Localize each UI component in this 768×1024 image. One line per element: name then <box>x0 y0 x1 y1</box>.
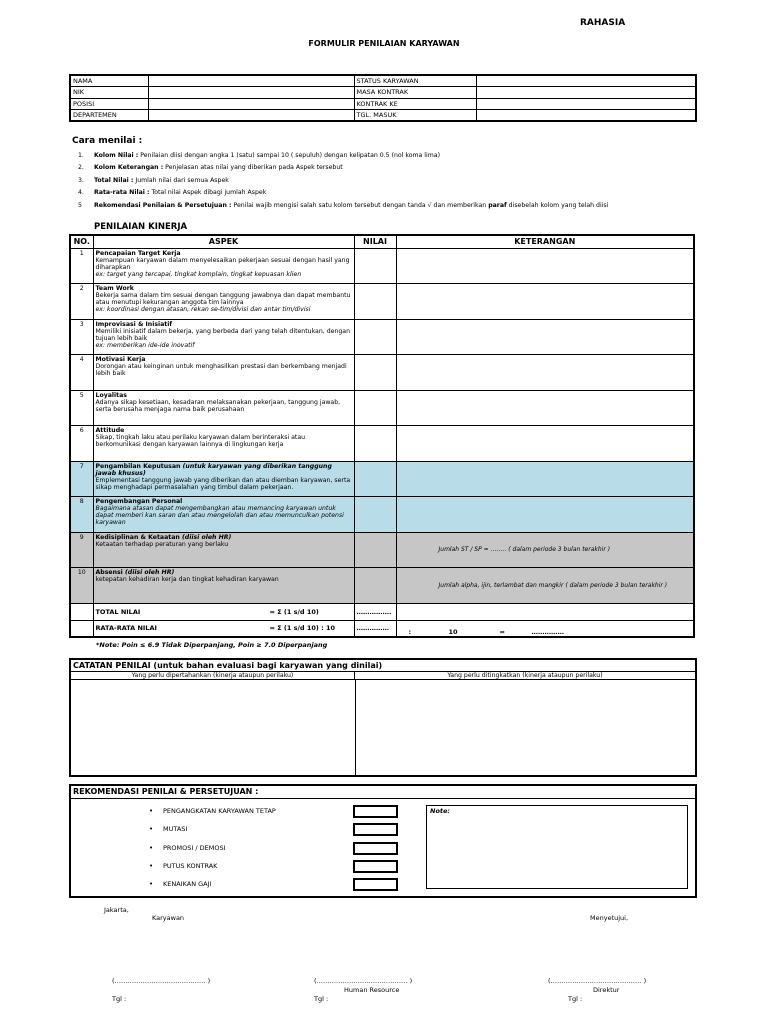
step-bold: paraf <box>488 201 507 209</box>
bullet-icon: • <box>149 807 154 815</box>
sig-place: Jakarta, <box>104 906 129 914</box>
instruction-step <box>78 187 608 200</box>
rekomendasi-option <box>149 862 217 870</box>
info-label: DEPARTEMEN <box>70 110 148 122</box>
average-result[interactable]: …………… <box>531 628 564 637</box>
aspect-cell <box>93 568 354 604</box>
info-row <box>70 110 696 122</box>
aspect-desc: Ketaatan terhadap peraturan yang berlaku <box>95 540 229 548</box>
rekomendasi-checkbox[interactable] <box>353 860 398 873</box>
instruction-step <box>78 199 608 212</box>
aspect-example: ex: memberikan ide-ide inovatif <box>95 341 195 349</box>
aspect-cell <box>93 284 354 320</box>
aspect-no: 2 <box>70 284 93 320</box>
aspect-row <box>70 461 694 497</box>
aspect-title: Improvisasi & Inisiatif <box>95 320 173 328</box>
aspect-desc: Memiliki inisiatif dalam bekerja, yang berbeda dari yang telah ditentukan, dengan tujuan lebih baik <box>95 327 350 342</box>
rekomendasi-checkbox[interactable] <box>353 842 398 855</box>
average-row <box>70 620 694 637</box>
step-text: Total nilai Aspek dibagi jumlah Aspek <box>149 189 267 197</box>
step-number: 1. <box>78 151 84 159</box>
sig-line-hr[interactable]: (…………………………………… ) <box>314 977 413 985</box>
nilai-input[interactable] <box>354 461 396 497</box>
instructions-list <box>78 149 608 212</box>
aspect-desc: Dorongan atau keinginan untuk menghasilkan prestasi dan berkembang menjadi lebih baik <box>95 363 347 377</box>
keterangan-input[interactable] <box>396 426 694 462</box>
average-formula: = Σ (1 s/d 10) : 10 <box>269 624 336 633</box>
header-aspek: ASPEK <box>93 235 354 248</box>
aspect-desc: Emplementasi tanggung jawab yang diberikan dan atau diemban karyawan, serta sikap menghadapi permasalahan yang timbul dalam pekerjaan. <box>95 476 351 491</box>
sig-karyawan: Karyawan <box>152 914 185 922</box>
aspect-no: 5 <box>70 390 93 426</box>
step-term: Rata-rata Nilai : <box>94 189 150 197</box>
rekomendasi-option <box>149 844 226 852</box>
aspect-example: ex: target yang tercapai, tingkat komplain, tingkat kepuasan klien <box>95 270 302 278</box>
rekomendasi-option <box>149 825 187 833</box>
info-label: TGL. MASUK <box>354 110 476 122</box>
total-row <box>70 603 694 620</box>
aspect-row <box>70 426 694 462</box>
aspect-row <box>70 497 694 533</box>
aspect-cell <box>93 355 354 391</box>
rekomendasi-label: PUTUS KONTRAK <box>163 862 218 870</box>
nilai-input[interactable] <box>354 532 396 568</box>
kinerja-table <box>69 234 695 638</box>
aspect-no: 4 <box>70 355 93 391</box>
aspect-title: Absensi (diisi oleh HR) <box>95 569 175 576</box>
average-colon: : <box>408 628 412 637</box>
bullet-icon: • <box>149 880 154 888</box>
aspect-no: 1 <box>70 248 93 284</box>
catatan-left-label: Yang perlu dipertahankan (kinerja ataupun perilaku) <box>71 672 355 679</box>
info-value[interactable] <box>148 110 354 122</box>
aspect-subtitle: (diisi oleh HR) <box>124 569 175 576</box>
step-term: Kolom Keterangan : <box>94 164 164 172</box>
aspect-cell <box>93 461 354 497</box>
step-number: 2. <box>78 164 84 172</box>
nilai-input[interactable] <box>354 497 396 533</box>
rekomendasi-section <box>69 784 697 898</box>
aspect-desc: ketepatan kehadiran kerja dan tingkat kehadiran karyawan <box>95 576 279 583</box>
nilai-input[interactable] <box>354 426 396 462</box>
aspect-cell <box>93 426 354 462</box>
average-ten: 10 <box>448 628 458 637</box>
sig-menyetujui: Menyetujui, <box>590 914 629 922</box>
aspect-row <box>70 319 694 355</box>
aspect-no: 9 <box>70 532 93 568</box>
header-keterangan: KETERANGAN <box>396 235 694 248</box>
info-value[interactable] <box>476 87 696 99</box>
rekomendasi-checkbox[interactable] <box>353 805 398 818</box>
keterangan-input[interactable] <box>396 497 694 533</box>
nilai-input[interactable] <box>354 390 396 426</box>
info-value[interactable] <box>148 87 354 99</box>
instructions-heading: Cara menilai : <box>72 136 143 146</box>
aspect-title: Pencapaian Target Kerja <box>95 249 181 257</box>
info-label: MASA KONTRAK <box>354 87 476 99</box>
sig-direktur-label: Direktur <box>593 986 620 994</box>
keterangan-input[interactable]: Jumlah alpha, ijin, terlambat dan mangkir ( dalam periode 3 bulan terakhir ) <box>396 568 694 604</box>
keterangan-input[interactable] <box>396 319 694 355</box>
aspect-title: Kedisiplinan & Ketaatan (diisi oleh HR) <box>95 533 232 541</box>
aspect-no: 6 <box>70 426 93 462</box>
bullet-icon: • <box>149 862 154 870</box>
info-label: NIK <box>70 87 148 99</box>
info-row <box>70 87 696 99</box>
nilai-input[interactable] <box>354 355 396 391</box>
info-label: NAMA <box>70 75 148 87</box>
aspect-row <box>70 532 694 568</box>
aspect-cell <box>93 497 354 533</box>
aspect-example: ex: koordinasi dengan atasan, rekan se-tim/divisi dan antar tim/divisi <box>95 306 311 313</box>
info-value[interactable] <box>476 98 696 110</box>
info-value[interactable] <box>476 110 696 122</box>
average-value[interactable]: …………… <box>354 620 396 637</box>
aspect-subtitle: (diisi oleh HR) <box>181 533 232 541</box>
bullet-icon: • <box>149 844 154 852</box>
average-eq: = <box>499 628 505 637</box>
aspect-desc: Kemampuan karyawan dalam menyelesaikan pekerjaan sesuai dengan hasil yang diharapkan <box>95 256 350 271</box>
confidential-label: RAHASIA <box>580 18 626 28</box>
aspect-cell <box>93 248 354 284</box>
sig-line-karyawan[interactable]: (…………………………………… ) <box>112 977 211 985</box>
aspect-title: Attitude <box>95 427 125 434</box>
step-number: 3. <box>78 176 84 184</box>
step-text: Penilai wajib mengisi salah satu kolom tersebut dengan tanda √ dan memberikan <box>231 201 489 209</box>
sig-hr-label: Human Resource <box>344 986 400 994</box>
header-no: NO. <box>70 235 93 248</box>
sig-tgl-karyawan: Tgl : <box>112 995 127 1003</box>
info-value[interactable] <box>148 98 354 110</box>
rekomendasi-checkbox[interactable] <box>353 878 398 891</box>
aspect-desc: Bekerja sama dalam tim sesuai dengan tanggung jawabnya dan dapat membantu atau menutupi kekurangan anggota tim lainnya <box>95 292 351 306</box>
nilai-input[interactable] <box>354 568 396 604</box>
rekomendasi-option <box>149 807 276 815</box>
note-label: Note: <box>430 807 451 815</box>
total-formula: = Σ (1 s/d 10) <box>269 607 319 616</box>
aspect-no: 10 <box>70 568 93 604</box>
nilai-input[interactable] <box>354 248 396 284</box>
step-term: Rekomendasi Penilaian & Persetujuan : <box>94 201 232 209</box>
step-text: Penjelasan atas nilai yang diberikan pada Aspek tersebut <box>163 164 343 172</box>
form-title: FORMULIR PENILAIAN KARYAWAN <box>308 39 460 48</box>
sig-line-direktur[interactable]: (…………………………………… ) <box>548 977 647 985</box>
keterangan-input[interactable] <box>396 284 694 320</box>
aspect-title: Pengembangan Personal <box>95 498 183 505</box>
aspect-cell <box>93 319 354 355</box>
kinerja-heading: PENILAIAN KINERJA <box>94 222 188 232</box>
aspect-row <box>70 390 694 426</box>
aspect-row <box>70 284 694 320</box>
info-value[interactable] <box>148 75 354 87</box>
rekomendasi-checkbox[interactable] <box>353 823 398 836</box>
info-row <box>70 75 696 87</box>
aspect-example: Bagaimana atasan dapat mengembangkan atau memancing karyawan untuk dapat memberi kan saran dan atau mengelolah dan atau memunculkan potensi karyawan <box>95 505 344 526</box>
aspect-subtitle: (untuk karyawan yang diberikan tanggung jawab khusus) <box>95 462 332 477</box>
nilai-input[interactable] <box>354 319 396 355</box>
step-text: Penilaian diisi dengan angka 1 (satu) sampai 10 ( sepuluh) dengan kelipatan 0.5 (nol koma lima) <box>138 151 440 159</box>
step-text2: disebelah kolom yang telah diisi <box>506 201 609 209</box>
step-number: 4. <box>78 189 84 197</box>
sig-tgl-hr: Tgl : <box>314 995 329 1003</box>
aspect-title: Loyalitas <box>95 391 127 399</box>
step-term: Total Nilai : <box>94 176 134 184</box>
aspect-desc: Adanya sikap kesetiaan, kesadaran melaksanakan pekerjaan, tanggung jawab, serta berusaha menjaga nama baik perusahaan <box>95 398 341 413</box>
info-label: KONTRAK KE <box>354 98 476 110</box>
aspect-title: Pengambilan Keputusan (untuk karyawan yang diberikan tanggung jawab khusus) <box>95 462 332 477</box>
aspect-row <box>70 248 694 284</box>
aspect-cell <box>93 532 354 568</box>
instruction-step <box>78 149 608 162</box>
aspect-row <box>70 355 694 391</box>
catatan-heading: CATATAN PENILAI (untuk bahan evaluasi bagi karyawan yang dinilai) <box>71 660 695 672</box>
keterangan-input[interactable] <box>396 461 694 497</box>
catatan-right-label: Yang perlu ditingkatkan (kinerja ataupun perilaku) <box>447 672 603 679</box>
total-label: TOTAL NILAI <box>95 607 141 616</box>
catatan-section <box>69 658 697 777</box>
aspect-no: 7 <box>70 461 93 497</box>
rekomendasi-label: PROMOSI / DEMOSI <box>163 844 226 852</box>
average-label: RATA-RATA NILAI <box>95 624 157 633</box>
rekomendasi-label: PENGANGKATAN KARYAWAN TETAP <box>163 807 276 815</box>
info-value[interactable] <box>476 75 696 87</box>
header-nilai: NILAI <box>354 235 396 248</box>
instruction-step <box>78 174 608 187</box>
instruction-step <box>78 162 608 175</box>
keterangan-input[interactable] <box>396 390 694 426</box>
keterangan-input[interactable]: Jumlah ST / SP = …….. ( dalam periode 3 bulan terakhir ) <box>396 532 694 568</box>
aspect-cell <box>93 390 354 426</box>
info-row <box>70 98 696 110</box>
keterangan-input[interactable] <box>396 355 694 391</box>
nilai-input[interactable] <box>354 284 396 320</box>
employee-info-table <box>69 74 697 122</box>
step-term: Kolom Nilai : <box>94 151 139 159</box>
sig-tgl-direktur: Tgl : <box>568 995 583 1003</box>
step-number: 5 <box>78 201 82 209</box>
note-box[interactable] <box>426 805 688 889</box>
aspect-no: 3 <box>70 319 93 355</box>
bullet-icon: • <box>149 825 154 833</box>
aspect-title: Team Work <box>95 285 134 292</box>
info-label: STATUS KARYAWAN <box>354 75 476 87</box>
keterangan-input[interactable] <box>396 248 694 284</box>
aspect-no: 8 <box>70 497 93 533</box>
rekomendasi-heading: REKOMENDASI PENILAI & PERSETUJUAN : <box>71 786 695 799</box>
rekomendasi-label: KENAIKAN GAJI <box>163 880 212 888</box>
step-text: Jumlah nilai dari semua Aspek <box>133 176 229 184</box>
rekomendasi-label: MUTASI <box>163 825 188 833</box>
rekomendasi-option <box>149 880 211 888</box>
aspect-desc: Sikap, tingkah laku atau perilaku karyawan dalam berinteraksi atau berkomunikasi dengan karyawan lainnya di lingkungan kerja <box>95 434 306 448</box>
info-label: POSISI <box>70 98 148 110</box>
aspect-row <box>70 568 694 604</box>
score-note: *Note: Poin ≤ 6.9 Tidak Diperpanjang, Poin ≥ 7.0 Diperpanjang <box>96 641 328 649</box>
aspect-title: Motivasi Kerja <box>95 356 146 363</box>
total-value[interactable]: ……………. <box>354 603 396 620</box>
